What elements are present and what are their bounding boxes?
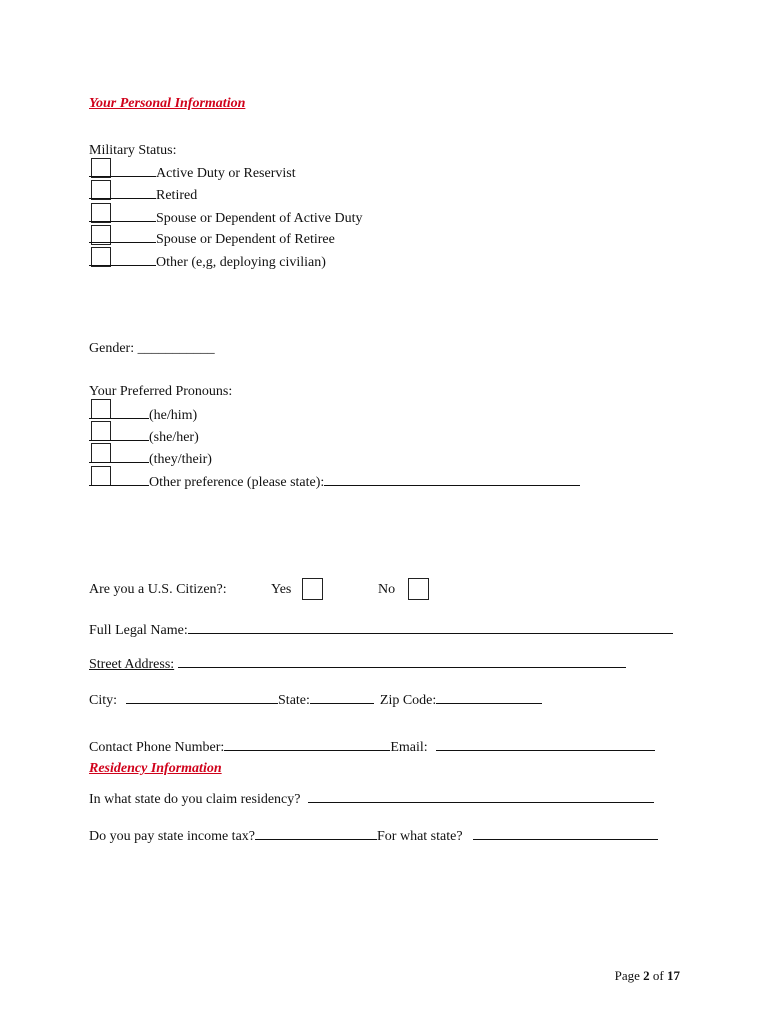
military-option-retired xyxy=(89,186,197,204)
for-state-input[interactable] xyxy=(473,827,658,840)
email-label: Email: xyxy=(390,740,428,755)
residency-info-heading: Residency Information xyxy=(89,761,222,776)
street-input[interactable] xyxy=(178,655,626,668)
income-tax-label: Do you pay state income tax? xyxy=(89,829,256,844)
military-option-other xyxy=(89,253,326,271)
pronouns-label: Your Preferred Pronouns: xyxy=(89,384,233,399)
citizen-yes-label: Yes xyxy=(271,582,292,597)
citizen-no-checkbox[interactable] xyxy=(408,578,429,600)
military-option-spouse-retiree xyxy=(89,230,335,248)
gender-row xyxy=(89,341,215,357)
option-label: Spouse or Dependent of Active Duty xyxy=(156,211,363,226)
city-input[interactable] xyxy=(126,691,278,704)
state-input[interactable] xyxy=(310,691,374,704)
state-label: State: xyxy=(278,693,310,708)
pronoun-other-input[interactable] xyxy=(324,473,580,486)
email-input[interactable] xyxy=(436,738,655,751)
citizen-no-label: No xyxy=(378,582,396,597)
option-label: Other preference (please state): xyxy=(149,475,325,490)
page-of: of xyxy=(652,968,664,983)
phone-input[interactable] xyxy=(224,738,390,751)
full-name-input[interactable] xyxy=(188,621,673,634)
option-label: (they/their) xyxy=(149,452,212,467)
option-label: Active Duty or Reservist xyxy=(156,166,296,181)
option-label: (he/him) xyxy=(149,408,198,423)
street-label: Street Address: xyxy=(89,657,175,672)
gender-input[interactable]: ___________ xyxy=(137,341,215,356)
for-state-label: For what state? xyxy=(377,829,463,844)
city-label: City: xyxy=(89,693,118,708)
citizen-yes-checkbox[interactable] xyxy=(302,578,323,600)
military-option-spouse-active xyxy=(89,209,362,227)
zip-label: Zip Code: xyxy=(379,693,437,708)
zip-input[interactable] xyxy=(436,691,542,704)
military-status-label: Military Status: xyxy=(89,143,177,158)
residency-claim-row xyxy=(89,790,654,808)
option-label: Retired xyxy=(156,188,198,203)
income-tax-row xyxy=(89,827,658,845)
personal-info-heading: Your Personal Information xyxy=(89,96,246,111)
pronoun-option-other xyxy=(89,473,580,491)
residency-claim-label: In what state do you claim residency? xyxy=(89,792,301,807)
page-total: 17 xyxy=(667,968,680,983)
gender-label: Gender: xyxy=(89,341,135,356)
street-row xyxy=(89,655,626,673)
phone-email-row xyxy=(89,738,655,756)
military-option-active-duty xyxy=(89,164,296,182)
page-current: 2 xyxy=(643,968,650,983)
page-number xyxy=(615,968,680,984)
phone-label: Contact Phone Number: xyxy=(89,740,225,755)
option-label: Spouse or Dependent of Retiree xyxy=(156,232,335,247)
option-label: Other (e,g, deploying civilian) xyxy=(156,255,326,270)
page-prefix: Page xyxy=(614,968,640,983)
full-name-label: Full Legal Name: xyxy=(89,623,188,638)
option-label: (she/her) xyxy=(149,430,199,445)
citizen-label: Are you a U.S. Citizen?: xyxy=(89,582,227,597)
residency-claim-input[interactable] xyxy=(308,790,654,803)
full-name-row xyxy=(89,621,673,639)
city-state-zip-row xyxy=(89,691,542,709)
income-tax-input[interactable] xyxy=(255,827,377,840)
